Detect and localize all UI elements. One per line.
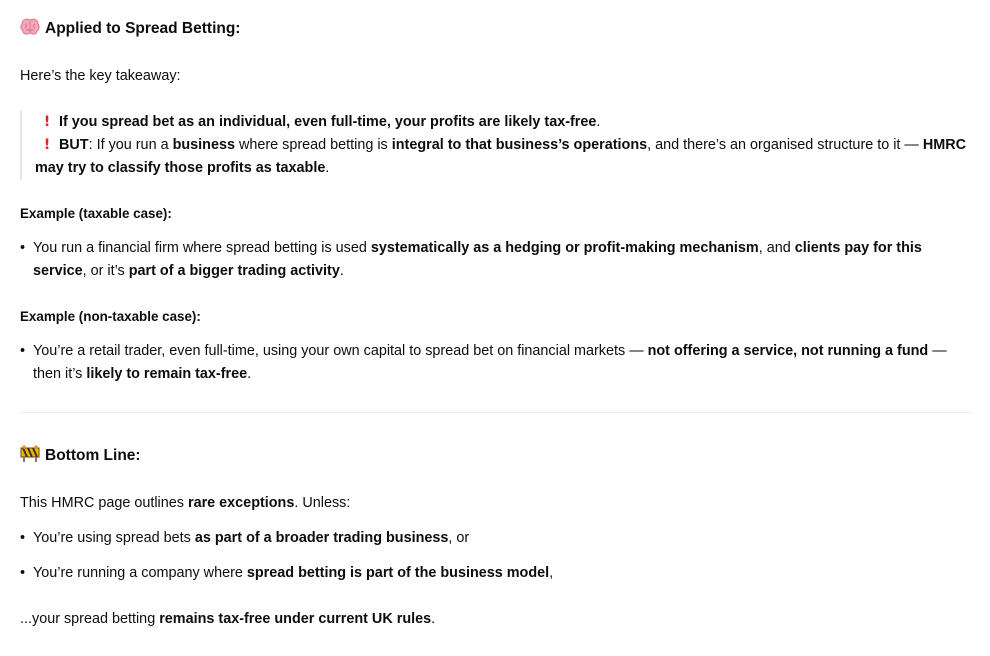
section-heading-applied: [20, 18, 240, 39]
bold-segment: HMRC may try to classify those profits as taxable: [35, 137, 966, 176]
text-segment: .: [247, 366, 252, 382]
text-segment: , and there’s an organised structure to it —: [647, 137, 923, 153]
bold-segment: remains tax-free under current UK rules: [159, 611, 432, 627]
quote-line-1: [35, 111, 979, 134]
list-item: [20, 340, 972, 386]
text-segment: — then it’s: [33, 343, 947, 382]
text-segment: ...your spread betting: [20, 611, 160, 627]
but-label: BUT: [59, 137, 89, 153]
exclamation-icon: !: [43, 114, 51, 130]
text-segment: .: [431, 611, 436, 627]
text-segment: This HMRC page outlines: [20, 495, 188, 511]
bold-segment: integral to that business’s operations: [391, 137, 648, 153]
closing-text: [20, 608, 435, 631]
list-item-text: [33, 527, 972, 550]
blockquote: [20, 111, 979, 180]
example-taxable-label: Example (taxable case):: [20, 206, 172, 221]
text-segment: , or it’s: [82, 263, 129, 279]
bold-segment: business: [172, 137, 235, 153]
bold-segment: part of a bigger trading activity: [128, 263, 340, 279]
quote-line-1-end: .: [596, 114, 601, 130]
quote-line-2: [35, 134, 979, 180]
exclamation-icon: !: [43, 137, 51, 153]
text-segment: where spread betting is: [234, 137, 392, 153]
section-heading-text: Applied to Spread Betting:: [45, 20, 241, 37]
text-segment: .: [325, 160, 330, 176]
text-segment: . Unless:: [294, 495, 351, 511]
text-segment: : If you run a: [88, 137, 173, 153]
list-item: [20, 237, 972, 283]
bold-segment: clients pay for this service: [33, 240, 922, 279]
text-segment: .: [339, 263, 344, 279]
section-divider: [20, 412, 972, 413]
bold-segment: likely to remain tax-free: [86, 366, 248, 382]
construction-barrier-icon: [20, 445, 40, 465]
list-item: [20, 527, 972, 550]
bold-segment: not offering a service, not running a fund: [647, 343, 929, 359]
list-item-text: [33, 237, 972, 283]
text-segment: You’re a retail trader, even full-time, using your own capital to spread bet on financial markets —: [33, 343, 648, 359]
bold-segment: as part of a broader trading business: [194, 530, 449, 546]
bold-segment: systematically as a hedging or profit-making mechanism: [370, 240, 759, 256]
list-item-text: [33, 562, 972, 585]
text-segment: You run a financial firm where spread betting is used: [33, 240, 371, 256]
text-segment: , and: [758, 240, 795, 256]
bold-segment: spread betting is part of the business model: [246, 565, 550, 581]
bullet-dot: •: [20, 240, 26, 256]
bullet-dot: •: [20, 530, 26, 546]
list-item: [20, 562, 972, 585]
list-item-text: [33, 340, 972, 386]
brain-icon: [20, 18, 40, 38]
bottom-line-intro: [20, 492, 350, 515]
bullet-dot: •: [20, 565, 26, 581]
quote-line-1-bold: If you spread bet as an individual, even full-time, your profits are likely tax-free: [59, 114, 597, 130]
text-segment: , or: [448, 530, 470, 546]
example-nontaxable-label: Example (non-taxable case):: [20, 309, 201, 324]
section-heading-text: Bottom Line:: [45, 447, 141, 464]
intro-text: Here’s the key takeaway:: [20, 68, 181, 84]
text-segment: You’re running a company where: [33, 565, 247, 581]
bullet-dot: •: [20, 343, 26, 359]
text-segment: You’re using spread bets: [33, 530, 195, 546]
text-segment: ,: [549, 565, 554, 581]
section-heading-bottom-line: [20, 445, 141, 466]
bold-segment: rare exceptions: [187, 495, 295, 511]
